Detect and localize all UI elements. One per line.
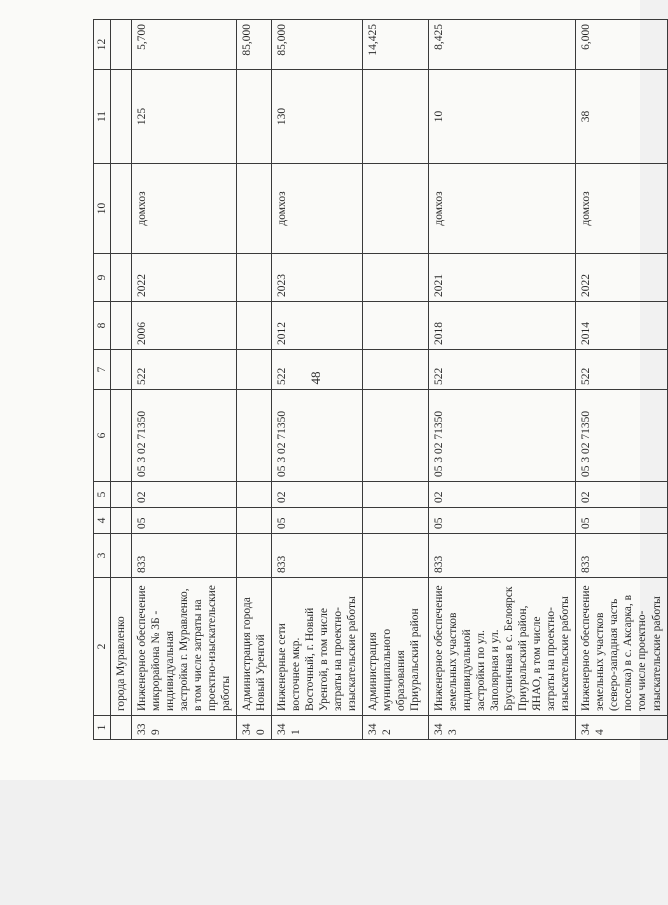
cell: 6,000 (576, 20, 667, 70)
cell: 833 (429, 534, 576, 578)
cell: 2006 (132, 302, 237, 350)
cell: 05 3 02 71350 (429, 390, 576, 482)
column-header: 1 (94, 716, 111, 740)
column-header: 11 (94, 70, 111, 164)
row-name: города Муравленко (111, 578, 132, 716)
row-name: Инженерное обеспечение земельных участков индивидуальной застройки по ул. Заполярная и ул. Брусничная в с. Белоярск Приуральский район, ЯНАО, в том числе затраты на проектно-изыскательские работы (429, 578, 576, 716)
cell: 833 (272, 534, 363, 578)
cell: 833 (132, 534, 237, 578)
cell: 02 (429, 482, 576, 508)
cell: 10 (429, 70, 576, 164)
cell: домхоз (272, 164, 363, 254)
table-row (363, 20, 429, 740)
row-number: 344 (576, 716, 667, 740)
row-name: Инженерные сети восточнее мкр. Восточный, г. Новый Уренгой, в том числе затраты на проектно-изыскательские работы (272, 578, 363, 716)
cell: 2018 (429, 302, 576, 350)
cell: 05 (132, 508, 237, 534)
table-row (111, 20, 132, 740)
cell: 125 (132, 70, 237, 164)
column-header: 5 (94, 482, 111, 508)
cell: 2021 (429, 254, 576, 302)
column-header: 10 (94, 164, 111, 254)
cell: 85,000 (237, 20, 272, 70)
background (0, 780, 640, 905)
column-header: 6 (94, 390, 111, 482)
cell: 2012 (272, 302, 363, 350)
column-header: 2 (94, 578, 111, 716)
table-row (272, 20, 363, 740)
cell: 85,000 (272, 20, 363, 70)
page-number: 48 (308, 371, 323, 385)
cell: 2022 (132, 254, 237, 302)
cell: 05 3 02 71350 (272, 390, 363, 482)
cell: 05 3 02 71350 (132, 390, 237, 482)
cell: 522 (429, 350, 576, 390)
cell: 05 (429, 508, 576, 534)
table-row (132, 20, 237, 740)
cell: 2023 (272, 254, 363, 302)
column-header: 7 (94, 350, 111, 390)
cell: 130 (272, 70, 363, 164)
column-header: 8 (94, 302, 111, 350)
table-row (576, 20, 667, 740)
row-name: Администрация города Новый Уренгой (237, 578, 272, 716)
cell: 14,425 (363, 20, 429, 70)
column-header: 12 (94, 20, 111, 70)
row-name: Инженерное обеспечение микрорайона № 3Б - индивидуальная застройка г. Муравленко, в том числе затраты на проектно-изыскательские работы (132, 578, 237, 716)
row-number: 340 (237, 716, 272, 740)
row-number: 342 (363, 716, 429, 740)
cell: 522 (272, 350, 363, 390)
cell: 05 (576, 508, 667, 534)
table-container (93, 20, 663, 740)
cell: 2014 (576, 302, 667, 350)
cell: 05 3 02 71350 (576, 390, 667, 482)
row-number: 343 (429, 716, 576, 740)
cell: 5,700 (132, 20, 237, 70)
cell: 02 (272, 482, 363, 508)
cell: 522 (576, 350, 667, 390)
cell: 05 (272, 508, 363, 534)
cell: 38 (576, 70, 667, 164)
column-header: 4 (94, 508, 111, 534)
row-name: Администрация муниципального образования Приуральский район (363, 578, 429, 716)
column-header: 9 (94, 254, 111, 302)
column-number-row (94, 20, 111, 740)
column-header: 3 (94, 534, 111, 578)
cell: 8,425 (429, 20, 576, 70)
table-row (237, 20, 272, 740)
budget-table (93, 19, 668, 740)
row-number: 341 (272, 716, 363, 740)
row-name: Инженерное обеспечение земельных участков (северо-западная часть поселка) в с. Аксарка, в том числе проектно-изыскательские работы (576, 578, 667, 716)
cell: 02 (576, 482, 667, 508)
cell: 02 (132, 482, 237, 508)
table-row (429, 20, 576, 740)
cell: домхоз (576, 164, 667, 254)
cell: домхоз (429, 164, 576, 254)
cell: 2022 (576, 254, 667, 302)
cell: 522 (132, 350, 237, 390)
cell: 833 (576, 534, 667, 578)
row-number: 339 (132, 716, 237, 740)
cell: домхоз (132, 164, 237, 254)
